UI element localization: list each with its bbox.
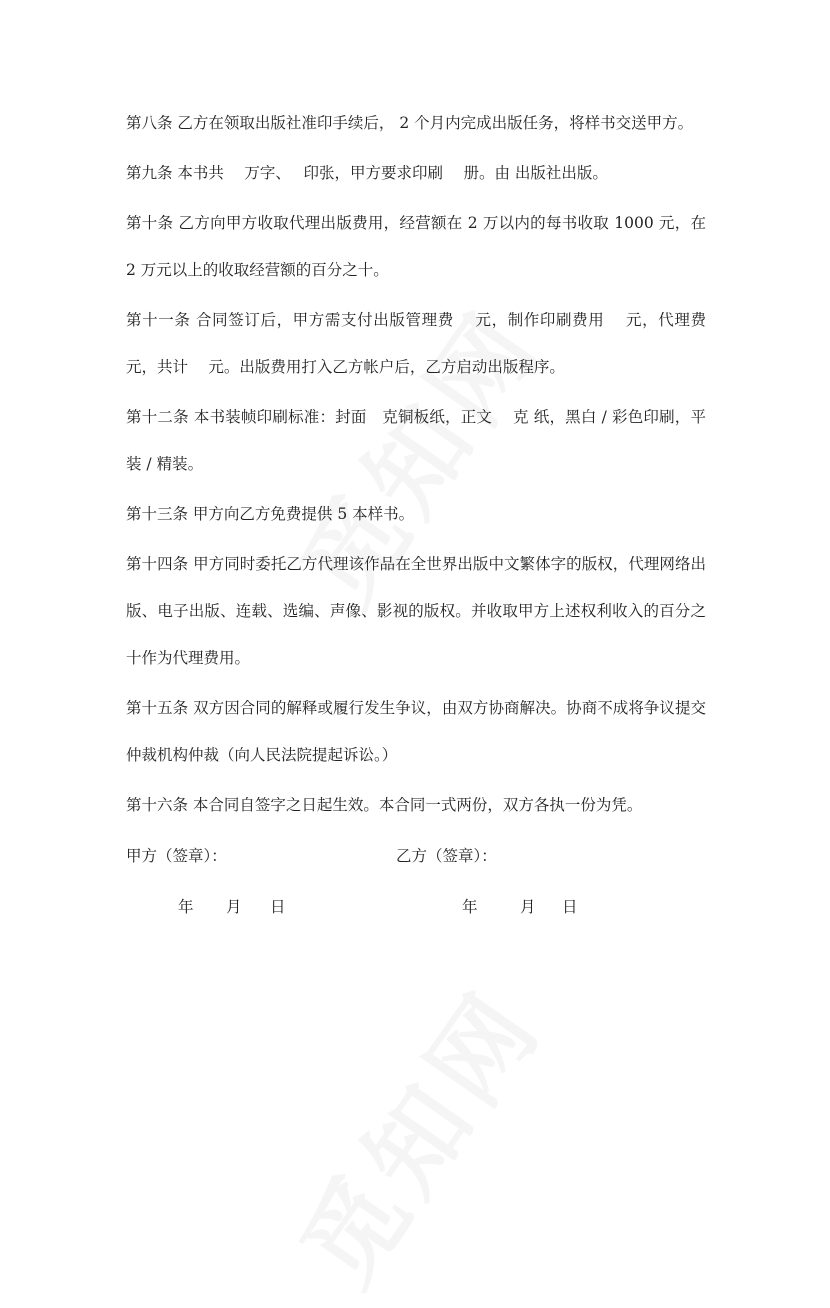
party-a-date-year: 年 xyxy=(178,898,194,916)
clause-11: 第十一条 合同签订后，甲方需支付出版管理费 元，制作印刷费用 元，代理费 元，共计 元。出版费用打入乙方帐户后，乙方启动出版程序。 xyxy=(126,311,727,376)
clause-10: 第十条 乙方向甲方收取代理出版费用，经营额在 2 万以内的每书收取 1000 元，在 2 万元以上的收取经营额的百分之十。 xyxy=(126,214,706,279)
party-b-date-day: 日 xyxy=(562,898,578,916)
contract-page xyxy=(126,100,727,931)
clause-15: 第十五条 双方因合同的解释或履行发生争议，由双方协商解决。协商不成将争议提交仲裁机构仲裁（向人民法院提起诉讼。） xyxy=(126,699,706,764)
clause-13: 第十三条 甲方向乙方免费提供 5 本样书。 xyxy=(126,505,415,523)
clause-12: 第十二条 本书装帧印刷标准：封面 克铜板纸，正文 克 纸，黑白 / 彩色印刷，平装 / 精装。 xyxy=(126,408,706,473)
party-b-date-month: 月 xyxy=(520,898,536,916)
party-a-date-day: 日 xyxy=(270,898,286,916)
signature-row xyxy=(126,833,706,880)
party-b-signature-label: 乙方（签章）： xyxy=(396,847,497,865)
party-b-date-year: 年 xyxy=(462,898,478,916)
clause-8: 第八条 乙方在领取出版社准印手续后， 2 个月内完成出版任务，将样书交送甲方。 xyxy=(126,114,694,132)
clause-14: 第十四条 甲方同时委托乙方代理该作品在全世界出版中文繁体字的版权，代理网络出版、电子出版、连载、选编、声像、影视的版权。并收取甲方上述权利收入的百分之十作为代理费用。 xyxy=(126,555,706,667)
clause-16: 第十六条 本合同自签字之日起生效。本合同一式两份，双方各执一份为凭。 xyxy=(126,796,643,814)
party-a-date-month: 月 xyxy=(226,898,242,916)
date-row xyxy=(126,884,706,931)
watermark xyxy=(261,956,568,1308)
party-a-signature-label: 甲方（签章）： xyxy=(126,847,227,865)
clause-9: 第九条 本书共 万字、 印张，甲方要求印刷 册。由 出版社出版。 xyxy=(126,164,608,182)
